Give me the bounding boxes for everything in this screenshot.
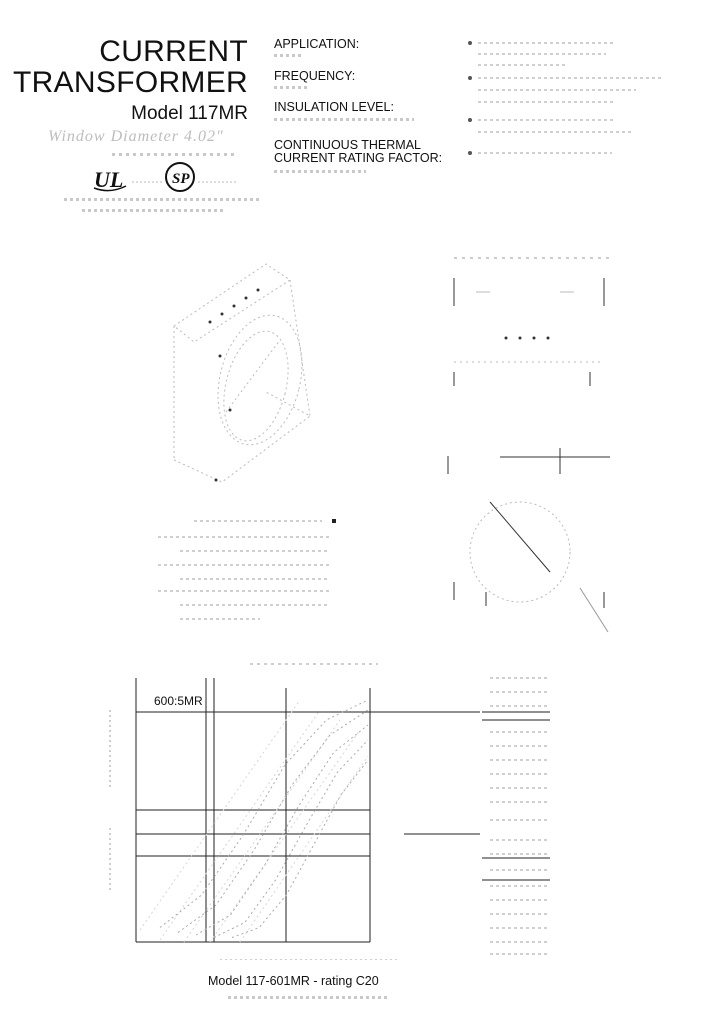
chart-series-4 [214,740,368,938]
spec-thermal-value [274,170,366,173]
spec-application-value [274,54,304,57]
certification-marks [90,160,240,196]
spec-frequency: FREQUENCY: [274,69,356,83]
dimension-drawing [440,252,620,652]
window-diameter: Window Diameter 4.02" [48,128,224,145]
faint-subtext [112,153,236,156]
isometric-drawing [160,260,360,490]
chart-series-3 [196,725,368,935]
spec-insulation-value [274,118,414,121]
ul-mark-text: UL [94,167,124,192]
spec-application: APPLICATION: [274,37,360,51]
model-name: Model 117MR [131,103,248,124]
title-current: CURRENT [99,35,248,68]
spec-thermal-1: CONTINUOUS THERMAL [274,138,422,152]
csa-logo-icon [166,163,194,191]
feature-bullets [466,36,676,166]
chart-curves [160,700,368,938]
ratio-label: 600:5MR [154,694,203,708]
csa-mark-text: SP [172,171,190,187]
chart-caption: Model 117-601MR - rating C20 [208,974,379,988]
caption-subline [228,996,388,999]
title-transformer: TRANSFORMER [13,66,248,99]
spec-frequency-value [274,86,310,89]
cert-note-line-2 [82,209,224,212]
spec-thermal-2: CURRENT RATING FACTOR: [274,151,443,165]
chart-series-1 [160,700,368,928]
ul-logo-icon [94,167,126,192]
chart-series-5 [232,760,368,938]
spec-insulation: INSULATION LEVEL: [274,100,394,114]
cert-note-line-1 [64,198,260,201]
terminal-table [150,515,350,625]
